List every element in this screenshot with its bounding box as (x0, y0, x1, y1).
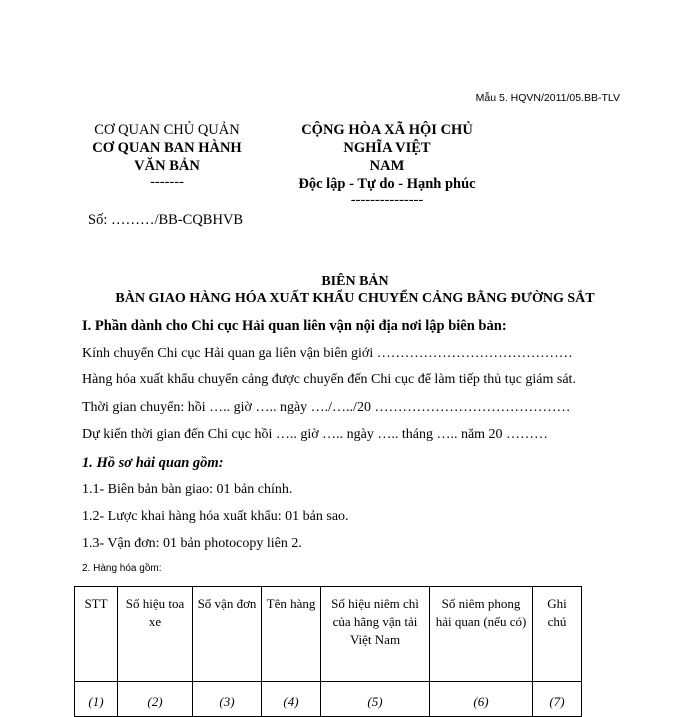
col-header-wagon-no: Số hiệu toa xe (118, 587, 193, 682)
col-header-goods-name: Tên hàng (262, 587, 321, 682)
governing-agency: CƠ QUAN CHỦ QUẢN (94, 122, 240, 138)
paragraph-recipient: Kính chuyển Chi cục Hải quan ga liên vận biên giới …………………………………… (82, 346, 573, 361)
issuing-agency-cont: VĂN BẢN (134, 158, 200, 174)
col-number: (1) (75, 682, 118, 717)
doc-item-2: 1.2- Lược khai hàng hóa xuất khẩu: 01 bản sao. (82, 509, 349, 524)
col-header-carrier-seal: Số hiệu niêm chì của hãng vận tải Việt Nam (321, 587, 430, 682)
title-line1: BIÊN BẢN (321, 274, 389, 289)
country-name: CỘNG HÒA XÃ HỘI CHỦ NGHĨA VIỆT (301, 122, 473, 156)
right-divider: --------------- (350, 192, 424, 208)
document-number: Số: ………/BB-CQBHVB (88, 212, 244, 228)
form-code: Mẫu 5. HQVN/2011/05.BB-TLV (475, 92, 620, 104)
col-header-customs-seal: Số niêm phong hải quan (nếu có) (430, 587, 533, 682)
table-header-row (75, 587, 582, 682)
subsection-customs-docs: 1. Hồ sơ hải quan gồm: (82, 455, 224, 471)
left-divider: ------- (150, 174, 184, 190)
country-name-cont: NAM (369, 158, 405, 174)
section-heading-1: I. Phần dành cho Chi cục Hải quan liên vận nội địa nơi lập biên bản: (82, 318, 507, 334)
table-row (75, 682, 582, 717)
doc-item-1: 1.1- Biên bản bàn giao: 01 bản chính. (82, 482, 293, 497)
col-header-stt: STT (75, 587, 118, 682)
paragraph-transfer-time: Thời gian chuyển: hồi ….. giờ ….. ngày …./…../20 …………………………………… (82, 400, 571, 415)
col-number: (6) (430, 682, 533, 717)
issuing-authority-header (78, 121, 256, 189)
national-header (282, 121, 492, 207)
col-number: (3) (193, 682, 262, 717)
col-header-bill-no: Số vận đơn (193, 587, 262, 682)
doc-item-3: 1.3- Vận đơn: 01 bản photocopy liên 2. (82, 536, 302, 551)
col-number: (2) (118, 682, 193, 717)
col-number: (4) (262, 682, 321, 717)
document-title (60, 273, 650, 307)
col-number: (7) (533, 682, 582, 717)
paragraph-expected-arrival: Dự kiến thời gian đến Chi cục hồi ….. giờ ….. ngày ….. tháng ….. năm 20 ……… (82, 427, 549, 442)
goods-table (74, 586, 582, 717)
paragraph-goods-transfer: Hàng hóa xuất khẩu chuyển cảng được chuyển đến Chi cục để làm tiếp thủ tục giám sát. (82, 372, 576, 387)
col-number: (5) (321, 682, 430, 717)
subsection-goods: 2. Hàng hóa gồm: (82, 563, 162, 574)
title-line2: BÀN GIAO HÀNG HÓA XUẤT KHẨU CHUYỂN CẢNG BẰNG ĐƯỜNG SẮT (115, 291, 595, 306)
issuing-agency: CƠ QUAN BAN HÀNH (92, 140, 242, 156)
national-motto: Độc lập - Tự do - Hạnh phúc (298, 176, 476, 192)
col-header-note: Ghi chú (533, 587, 582, 682)
